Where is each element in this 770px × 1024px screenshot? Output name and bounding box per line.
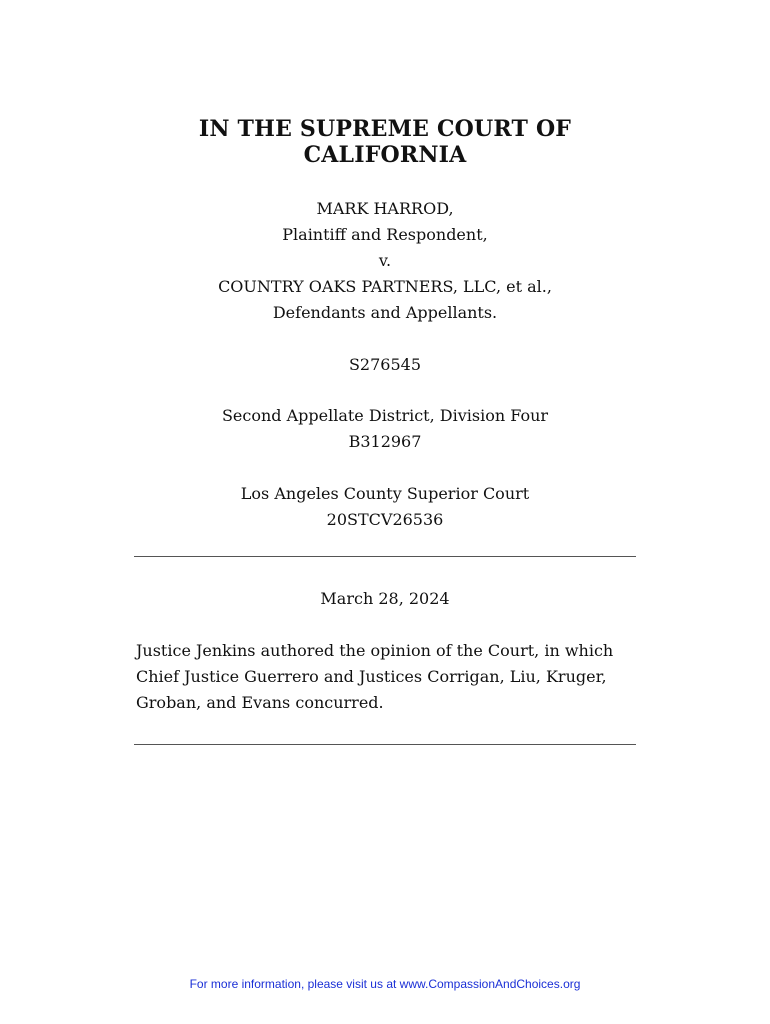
- opinion-authorship: Justice Jenkins authored the opinion of the Court, in which Chief Justice Guerrero and Justices Corrigan, Liu, Kruger, Groban, and Evans concurred.: [136, 641, 614, 712]
- superior-case-number: 20STCV26536: [326, 510, 444, 529]
- title-line-2: CALIFORNIA: [303, 142, 467, 168]
- docket-number: [0, 352, 770, 378]
- plaintiff-name: MARK HARROD,: [316, 199, 454, 218]
- appellate-district: Second Appellate District, Division Four: [221, 406, 549, 425]
- defendant-role: Defendants and Appellants.: [272, 303, 498, 322]
- appellate-court-info: [0, 403, 770, 455]
- divider-bottom: [134, 744, 636, 745]
- superior-court-name: Los Angeles County Superior Court: [240, 484, 530, 503]
- appellate-case-number: B312967: [348, 432, 422, 451]
- docket-number-text: S276545: [348, 355, 422, 374]
- opinion-date-text: March 28, 2024: [320, 589, 450, 608]
- divider-top: [134, 556, 636, 557]
- defendant-name: COUNTRY OAKS PARTNERS, LLC, et al.,: [218, 277, 552, 296]
- plaintiff-role: Plaintiff and Respondent,: [282, 225, 488, 244]
- case-parties: [0, 196, 770, 326]
- versus: v.: [378, 251, 392, 270]
- page-title: [0, 116, 770, 168]
- title-line-1: IN THE SUPREME COURT OF: [198, 116, 572, 142]
- footer-link[interactable]: For more information, please visit us at www.CompassionAndChoices.org: [189, 977, 581, 991]
- opinion-date: [0, 586, 770, 612]
- superior-court-info: [0, 481, 770, 533]
